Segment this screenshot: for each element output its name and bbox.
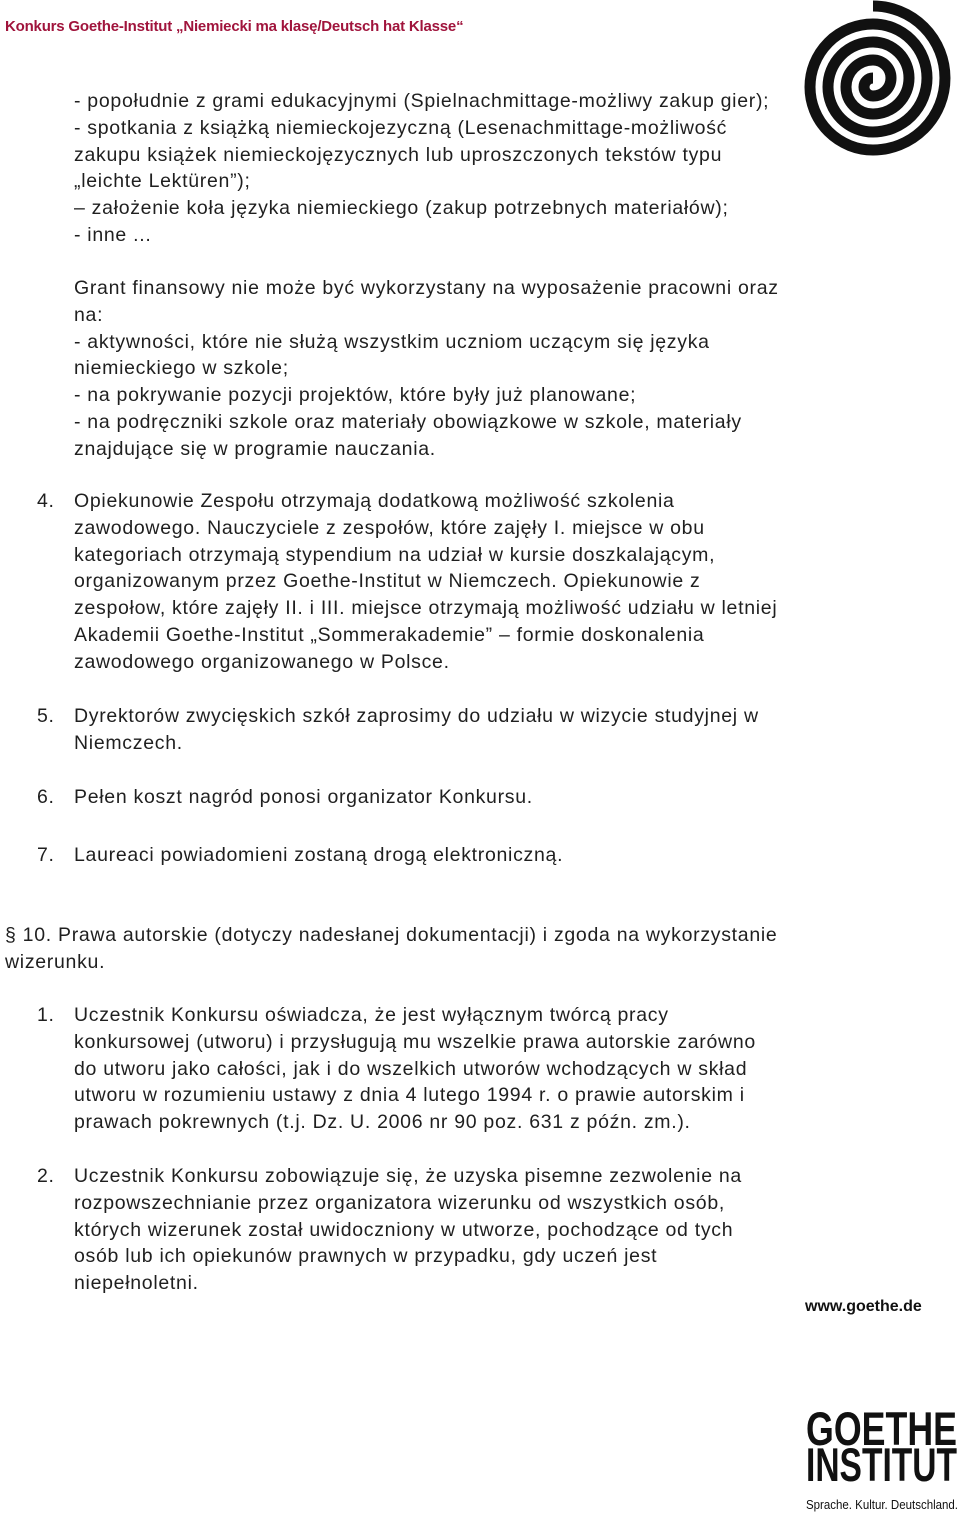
text-line: zawodowego. Nauczyciele z zespołów, które zajęły I. miejsce w obu [74,516,705,539]
text-line: utworu w rozumieniu ustawy z dnia 4 lutego 1994 r. o prawie autorskim i [74,1084,745,1107]
text-line: Akademii Goethe-Institut „Sommerakademie” – formie doskonalenia [74,623,705,646]
heading-line: wizerunku. [5,950,106,973]
text-line: Uczestnik Konkursu oświadcza, że jest wyłącznym twórcą pracy [74,1004,669,1026]
text-line: - na pokrywanie pozycji projektów, które były już planowane; [74,384,637,407]
text-line: prawach pokrewnych (t.j. Dz. U. 2006 nr 90 poz. 631 z późn. zm.). [74,1111,691,1134]
numbered-item-5 [0,703,900,757]
website-link[interactable]: www.goethe.de [805,1298,922,1315]
text-line: Uczestnik Konkursu zobowiązuje się, że uzyska pisemne zezwolenie na [74,1165,742,1187]
list-line: „leichte Lektüren”); [74,170,251,193]
text-line: konkursowej (utworu) i przysługują mu wszelkie prawa autorskie zarówno [74,1030,756,1053]
list-line: – założenie koła języka niemieckiego (zakup potrzebnych materiałów); [74,197,729,220]
wordmark-line-2: INSTITUT [806,1438,958,1491]
item-number: 7. [37,844,55,866]
goethe-institut-spiral-logo-icon [798,0,958,162]
wordmark-tagline: Sprache. Kultur. Deutschland. [806,1497,958,1512]
text-line: Opiekunowie Zespołu otrzymają dodatkową możliwość szkolenia [74,490,675,512]
text-line: Niemczech. [74,731,183,754]
item-number: 4. [37,490,55,512]
grant-exclusions-paragraph [74,275,779,463]
text-line: Pełen koszt nagród ponosi organizator Konkursu. [74,786,533,808]
numbered-item-6 [0,784,900,811]
wordmark-line-1: GOETHE [806,1402,957,1455]
section-10-item-2 [0,1163,900,1297]
text-line: - na podręczniki szkole oraz materiały obowiązkowe w szkole, materiały [74,410,742,433]
text-line: znajdujące się w programie nauczania. [74,437,436,460]
list-line: - spotkania z książką niemieckojezyczną (Lesenachmittage-możliwość [74,116,728,139]
text-line: Laureaci powiadomieni zostaną drogą elektroniczną. [74,844,564,866]
text-line: zawodowego organizowanego w Polsce. [74,650,450,673]
text-line: osób lub ich opiekunów prawnych w przypadku, gdy uczeń jest [74,1245,658,1268]
list-line: - popołudnie z grami edukacyjnymi (Spielnachmittage-możliwy zakup gier); [74,90,770,112]
text-line: na: [74,303,104,326]
text-line: kategoriach otrzymają stypendium na udział w kursie doszkalającym, [74,543,716,566]
item-number: 2. [37,1165,55,1187]
list-line: - inne ... [74,223,152,246]
item-number: 1. [37,1004,55,1026]
text-line: rozpowszechnianie przez organizatora wizerunku od wszystkich osób, [74,1191,725,1214]
text-line: do utworu jako całości, jak i do wszelkich utworów wchodzących w skład [74,1057,748,1080]
numbered-item-7 [0,842,900,869]
text-line: Dyrektorów zwycięskich szkół zaprosimy do udziału w wizycie studyjnej w [74,705,759,727]
text-line: niepełnoletni. [74,1272,199,1295]
section-10-item-1 [0,1002,900,1136]
text-line: - aktywności, które nie służą wszystkim uczniom uczącym się języka [74,330,710,353]
item-number: 6. [37,786,55,808]
activities-list [74,88,769,249]
document-header-title: Konkurs Goethe-Institut „Niemiecki ma klasę/Deutsch hat Klasse“ [5,18,464,35]
text-line: zespołow, które zajęły II. i III. miejsce otrzymają możliwość udziału w letniej [74,597,778,620]
section-10-heading [5,922,777,976]
item-number: 5. [37,705,55,727]
text-line: organizowanym przez Goethe-Institut w Niemczech. Opiekunowie z [74,570,701,593]
text-line: niemieckiego w szkole; [74,357,289,380]
list-line: zakupu książek niemieckojęzycznych lub uproszczonych tekstów typu [74,143,723,166]
text-line: których wizerunek został uwidoczniony w utworze, pochodzące od tych [74,1218,734,1241]
numbered-item-4 [0,488,900,676]
heading-line: § 10. Prawa autorskie (dotyczy nadesłanej dokumentacji) i zgoda na wykorzystanie [5,924,778,946]
goethe-institut-wordmark [803,1400,960,1513]
text-line: Grant finansowy nie może być wykorzystany na wyposażenie pracowni oraz [74,277,779,299]
